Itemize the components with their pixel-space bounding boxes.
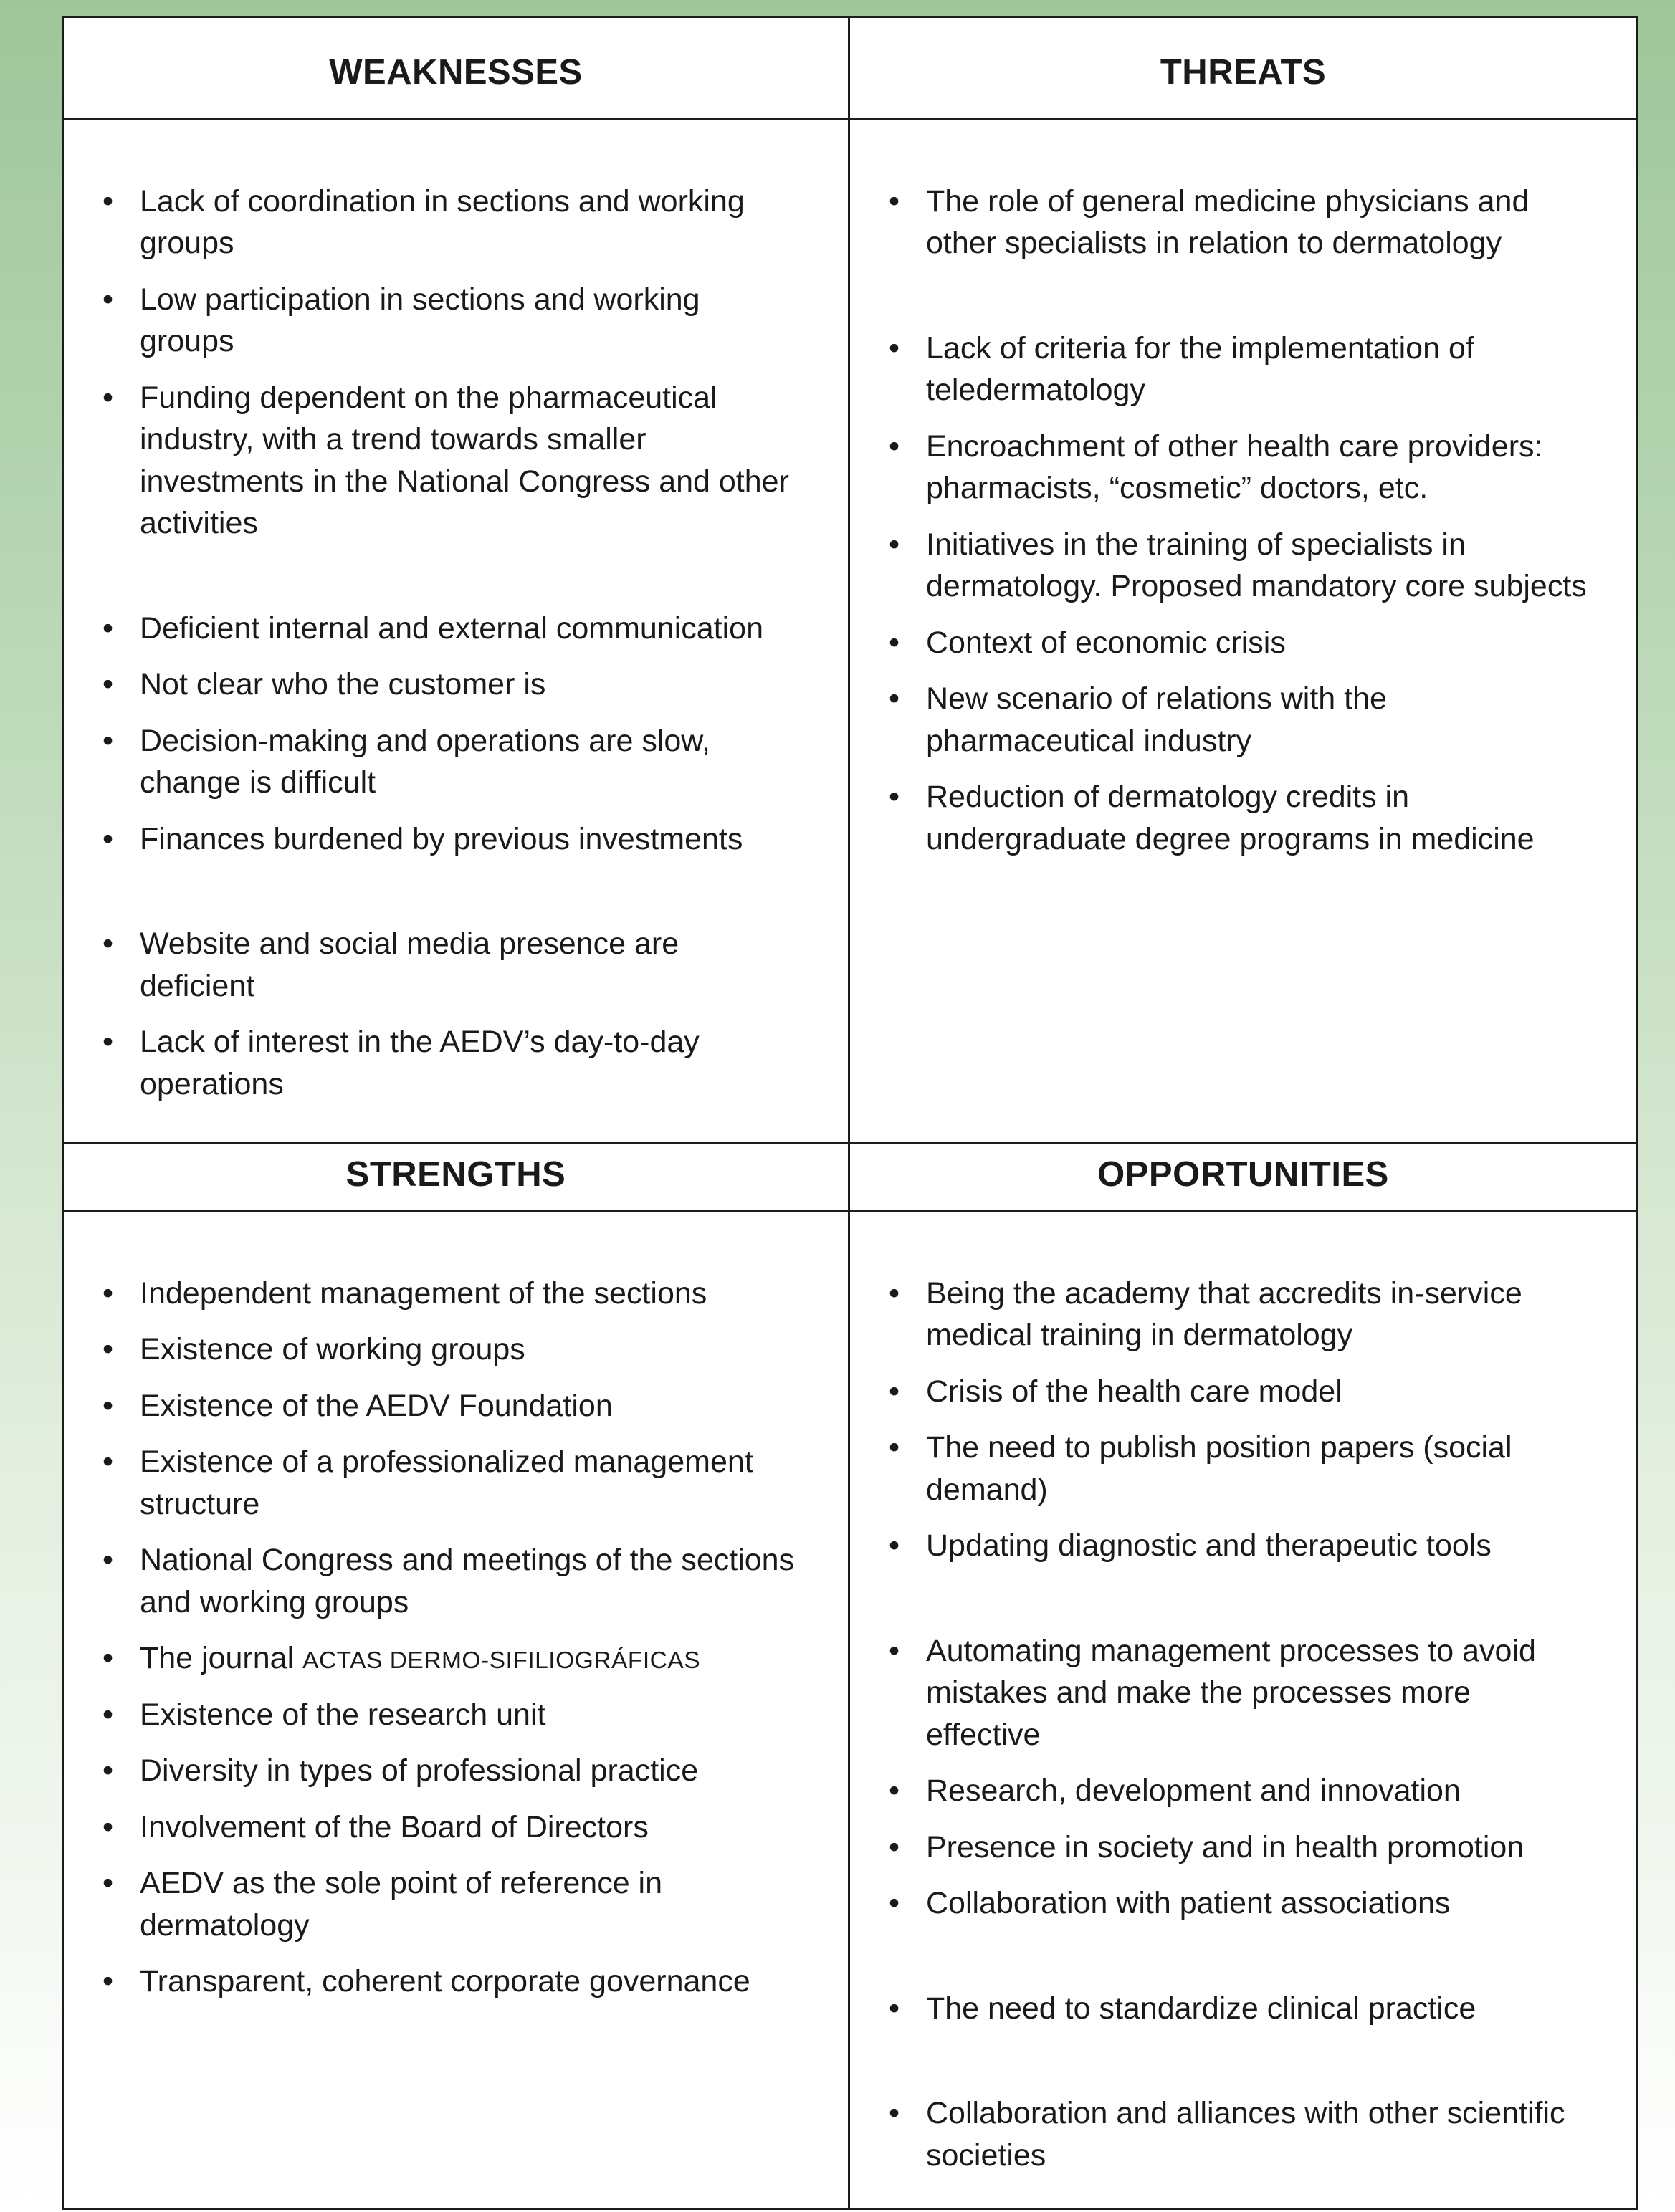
strengths-header-cell <box>64 1142 850 1212</box>
bullet-item <box>886 2092 1590 2176</box>
weaknesses-header-cell <box>64 18 850 120</box>
bullet-text: The role of general medicine physicians and other specialists in relation to dermatology <box>926 184 1530 261</box>
bullet-item <box>886 1371 1590 1412</box>
weaknesses-title: WEAKNESSES <box>329 53 583 92</box>
swot-matrix-figure <box>62 16 1638 2210</box>
bullet-text: Website and social media presence are deficient <box>140 927 679 1003</box>
bullet-text: Existence of the research unit <box>140 1697 546 1732</box>
bullet-item <box>886 181 1590 264</box>
bullet-item <box>100 1021 802 1105</box>
bullet-text: Collaboration and alliances with other scientific societies <box>926 2096 1565 2173</box>
bullet-item <box>100 181 802 264</box>
threats-title: THREATS <box>1160 53 1327 92</box>
bullet-text: The need to standardize clinical practice <box>926 1991 1476 2026</box>
bullet-text: Involvement of the Board of Directors <box>140 1809 649 1844</box>
opportunities-title: OPPORTUNITIES <box>1097 1155 1389 1194</box>
bullet-item <box>886 327 1590 411</box>
bullet-item <box>100 1328 802 1370</box>
strengths-title: STRENGTHS <box>345 1155 566 1194</box>
bullet-item <box>886 1826 1590 1868</box>
bullet-text: Deficient internal and external communication <box>140 611 764 646</box>
bullet-text: Automating management processes to avoid mistakes and make the processes more effective <box>926 1633 1536 1752</box>
threats-header-cell <box>850 18 1636 120</box>
bullet-item <box>886 524 1590 608</box>
bullet-item <box>886 1427 1590 1510</box>
bullet-item <box>100 377 802 545</box>
bullet-item <box>100 1750 802 1791</box>
bullet-text: Independent management of the sections <box>140 1276 707 1311</box>
bullet-item <box>886 426 1590 509</box>
bullet-item <box>100 1637 802 1679</box>
bullet-text: Encroachment of other health care providers: pharmacists, “cosmetic” doctors, etc. <box>926 428 1543 506</box>
bullet-text: Collaboration with patient associations <box>926 1886 1451 1921</box>
bullet-text: AEDV as the sole point of reference in dermatology <box>140 1866 663 1943</box>
bullet-text: Lack of coordination in sections and working groups <box>140 184 745 261</box>
bullet-item <box>886 622 1590 664</box>
bullet-text: Existence of working groups <box>140 1332 525 1367</box>
strengths-body-cell <box>64 1212 850 2208</box>
bullet-item <box>886 678 1590 762</box>
bullet-item <box>100 1806 802 1848</box>
bullet-text: Not clear who the customer is <box>140 667 546 702</box>
weaknesses-body-cell <box>64 120 850 1142</box>
opportunities-body-cell <box>850 1212 1636 2208</box>
bullet-item <box>100 279 802 363</box>
bullet-text: Initiatives in the training of specialists in dermatology. Proposed mandatory core subjects <box>926 527 1587 604</box>
bullet-item <box>100 1273 802 1314</box>
bullet-text: The journal <box>140 1641 303 1676</box>
bullet-item <box>100 1441 802 1525</box>
bullet-item <box>100 1862 802 1946</box>
bullet-text: Diversity in types of professional practice <box>140 1753 699 1789</box>
bullet-text: New scenario of relations with the pharmaceutical industry <box>926 681 1387 758</box>
swot-grid <box>64 18 1636 2208</box>
bullet-item <box>886 1882 1590 1924</box>
bullet-item <box>100 1694 802 1735</box>
bullet-item <box>886 1630 1590 1756</box>
opportunities-bullet-list <box>886 1273 1590 2176</box>
bullet-text: Lack of interest in the AEDV’s day-to-day operations <box>140 1025 700 1101</box>
threats-body-cell <box>850 120 1636 1142</box>
bullet-item <box>100 923 802 1007</box>
bullet-item <box>100 720 802 804</box>
bullet-item <box>886 1273 1590 1356</box>
bullet-text: Transparent, coherent corporate governance <box>140 1964 750 1999</box>
bullet-text: Finances burdened by previous investments <box>140 821 743 856</box>
bullet-item <box>100 818 802 860</box>
journal-name-smallcaps: ACTAS DERMO-SIFILIOGRÁFICAS <box>302 1647 701 1675</box>
bullet-text: Low participation in sections and working groups <box>140 282 700 359</box>
bullet-item <box>100 608 802 649</box>
bullet-text: Existence of the AEDV Foundation <box>140 1388 613 1423</box>
bullet-item <box>886 1525 1590 1566</box>
bullet-text: Presence in society and in health promotion <box>926 1829 1524 1864</box>
bullet-text: National Congress and meetings of the sections and working groups <box>140 1543 795 1619</box>
bullet-text: Existence of a professionalized management structure <box>140 1445 753 1521</box>
bullet-item <box>886 1770 1590 1811</box>
bullet-item <box>100 1960 802 2002</box>
bullet-item <box>100 1539 802 1623</box>
bullet-item <box>886 776 1590 860</box>
bullet-item <box>886 1988 1590 2029</box>
bullet-text: Updating diagnostic and therapeutic tools <box>926 1528 1492 1564</box>
bullet-item <box>100 664 802 705</box>
bullet-text: Decision-making and operations are slow, change is difficult <box>140 723 710 800</box>
threats-bullet-list <box>886 181 1590 860</box>
bullet-item <box>100 1385 802 1427</box>
weaknesses-bullet-list <box>100 181 802 1105</box>
bullet-text: Context of economic crisis <box>926 625 1286 660</box>
bullet-text: Crisis of the health care model <box>926 1374 1342 1409</box>
bullet-text: Being the academy that accredits in-service medical training in dermatology <box>926 1276 1522 1353</box>
bullet-text: Funding dependent on the pharmaceutical industry, with a trend towards smaller investments in the National Congress and other activities <box>140 380 789 541</box>
strengths-bullet-list <box>100 1273 802 2003</box>
bullet-text: Reduction of dermatology credits in undergraduate degree programs in medicine <box>926 780 1535 856</box>
bullet-text: Research, development and innovation <box>926 1773 1461 1809</box>
bullet-text: Lack of criteria for the implementation of teledermatology <box>926 330 1474 408</box>
opportunities-header-cell <box>850 1142 1636 1212</box>
bullet-text: The need to publish position papers (social demand) <box>926 1430 1512 1507</box>
